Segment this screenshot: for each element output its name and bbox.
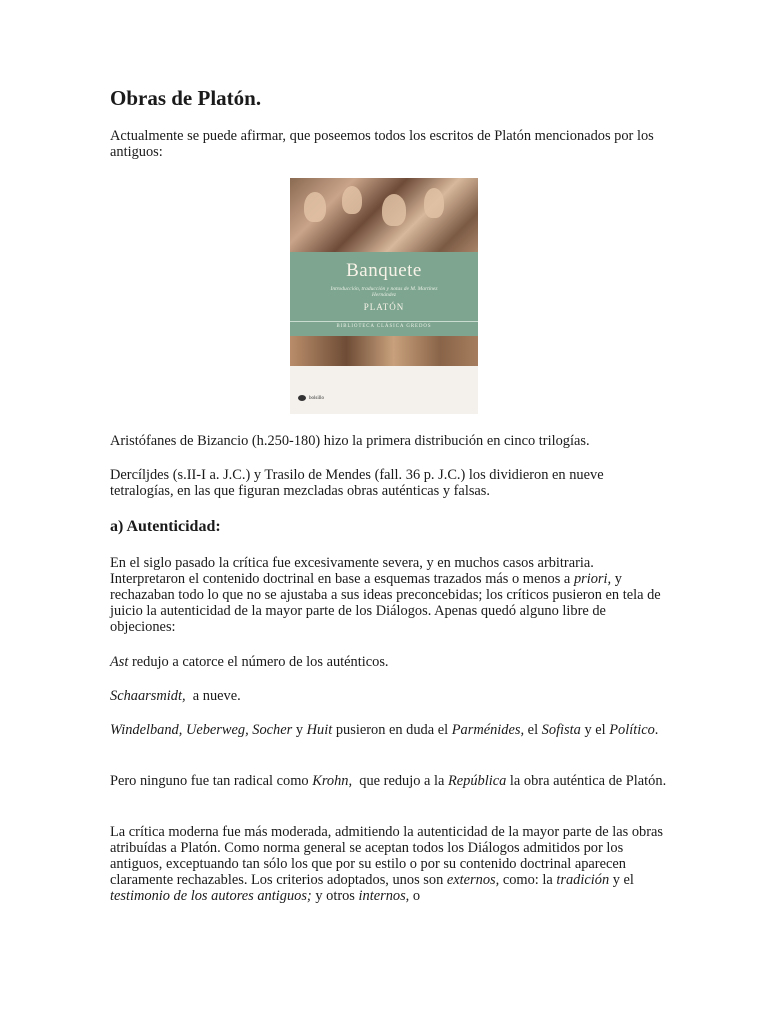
publisher-logo — [298, 395, 324, 401]
book-cover-image — [290, 178, 478, 414]
cover-fresco-bottom — [290, 336, 478, 366]
section-heading-autenticidad: a) Autenticidad: — [110, 518, 221, 535]
intro-paragraph: Actualmente se puede afirmar, que poseemos todos los escritos de Platón mencionados por los antiguos: — [110, 128, 654, 160]
paragraph-windelband: Windelband, Ueberweg, Socher y Huit pusieron en duda el Parménides, el Sofista y el Político. — [110, 722, 659, 738]
paragraph-krohn: Pero ninguno fue tan radical como Krohn, que redujo a la República la obra auténtica de Platón. — [110, 773, 667, 789]
cover-title: Banquete — [346, 260, 422, 281]
paragraph-schaarsmidt: Schaarsmidt, a nueve. — [110, 688, 241, 704]
publisher-name: bolsillo — [309, 396, 325, 402]
paragraph-dercildes: Dercíljdes (s.II-I a. J.C.) y Trasilo de Mendes (fall. 36 p. J.C.) los dividieron en nueve tetralogías, en las que figuran mezcladas obras auténticas y falsas. — [110, 467, 604, 499]
cover-fresco-top — [290, 178, 478, 252]
publisher-logo-icon — [298, 395, 306, 401]
paragraph-siglo-pasado: En el siglo pasado la crítica fue excesivamente severa, y en muchos casos arbitraria. Interpretaron el contenido doctrinal en base a esquemas trazados más o menos a priori, y rechazaban todo lo que no se ajustaba a sus ideas preconcebidas; los críticos pusieron en tela de juicio la autenticidad de la mayor parte de los Diálogos. Apenas quedó alguno libre de objeciones: — [110, 555, 661, 635]
cover-subtitle: Introducción, traducción y notas de M. Martínez Hernández — [330, 286, 438, 298]
cover-series: BIBLIOTECA CLÁSICA GREDOS — [290, 321, 478, 329]
paragraph-aristofanes: Aristófanes de Bizancio (h.250-180) hizo la primera distribución en cinco trilogías. — [110, 433, 590, 449]
page-title: Obras de Platón. — [110, 86, 262, 110]
paragraph-ast: Ast redujo a catorce el número de los auténticos. — [110, 654, 389, 670]
cover-author: PLATÓN — [363, 302, 405, 312]
paragraph-critica-moderna: La crítica moderna fue más moderada, admitiendo la autenticidad de la mayor parte de las obras atribuídas a Platón. Como norma general se aceptan todos los Diálogos admitidos por los antiguos, exceptuando tan sólo los que por su estilo o por su contenido doctrinal aparecen claramente rechazables. Los criterios adoptados, unos son externos, como: la tradición y el testimonio de los autores antiguos; y otros internos, o — [110, 824, 664, 904]
cover-title-band — [290, 252, 478, 336]
